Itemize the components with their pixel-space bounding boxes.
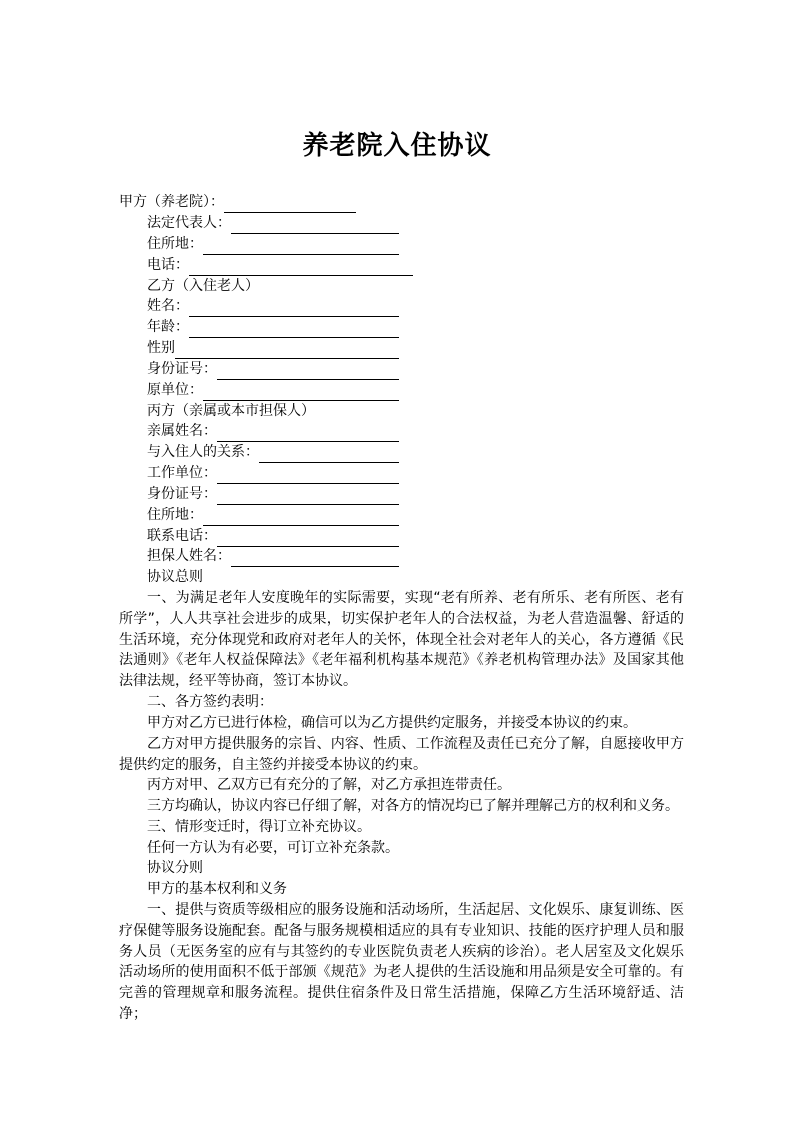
party-b-employer-line <box>147 380 399 401</box>
workplace-label: 工作单位： <box>147 465 217 481</box>
party-a-blank[interactable] <box>224 194 356 213</box>
party-a-address-label: 住所地： <box>147 236 203 252</box>
party-a-rights-heading: 甲方的基本权利和义务 <box>147 881 287 897</box>
contact-phone-label: 联系电话： <box>147 528 217 544</box>
party-b-id-line <box>147 359 399 380</box>
relative-name-line <box>147 421 399 442</box>
general-clause-3: 三、情形变迁时，得订立补充协议。 <box>147 819 371 835</box>
specific-heading: 协议分则 <box>147 860 203 876</box>
party-b-employer-label: 原单位： <box>147 382 203 398</box>
document-title: 养老院入住协议 <box>302 131 492 161</box>
relative-name-blank[interactable] <box>217 423 399 442</box>
party-b-id-label: 身份证号： <box>147 361 217 377</box>
party-a-phone-label: 电话： <box>147 257 189 273</box>
party-b-name-label: 姓名： <box>147 298 189 314</box>
party-a-line <box>119 192 356 213</box>
guarantor-name-label: 担保人姓名： <box>147 548 231 564</box>
party-b-name-line <box>147 296 399 317</box>
legal-rep-label: 法定代表人： <box>147 215 231 231</box>
party-b-id-blank[interactable] <box>217 361 399 380</box>
relationship-label: 与入住人的关系： <box>147 444 259 460</box>
general-clause-2: 二、各方签约表明： <box>147 694 273 710</box>
party-c-id-label: 身份证号： <box>147 486 217 502</box>
party-b-name-blank[interactable] <box>189 298 399 317</box>
party-b-gender-line <box>147 338 399 359</box>
general-clause-2-c: 丙方对甲、乙双方已有充分的了解，对乙方承担连带责任。 <box>147 777 511 793</box>
workplace-line <box>147 463 399 484</box>
party-a-address-blank[interactable] <box>203 236 399 255</box>
party-b-age-blank[interactable] <box>189 319 399 338</box>
workplace-blank[interactable] <box>217 465 399 484</box>
general-heading: 协议总则 <box>147 569 203 585</box>
party-b-heading: 乙方（入住老人） <box>147 278 259 294</box>
party-b-gender-label: 性别 <box>147 340 175 356</box>
party-b-gender-blank[interactable] <box>175 340 399 359</box>
relationship-blank[interactable] <box>259 444 399 463</box>
contact-phone-blank[interactable] <box>217 528 399 547</box>
general-clause-1: 一、为满足老年人安度晚年的实际需要，实现“老有所养、老有所乐、老有所医、老有所学”，人人共享社会进步的成果，切实保护老年人的合法权益，为老人营造温馨、舒适的生活环境，充分体现党和政府对老年人的关怀，体现全社会对老年人的关心，各方遵循《民法通则》《老年人权益保障法》《老年福利机构基本规范》《养老机构管理办法》及国家其他法律法规，经平等协商，签订本协议。 <box>119 590 684 690</box>
general-clause-2-a: 甲方对乙方已进行体检，确信可以为乙方提供约定服务，并接受本协议的约束。 <box>147 715 637 731</box>
party-c-heading: 丙方（亲属或本市担保人） <box>147 403 315 419</box>
general-clause-3-a: 任何一方认为有必要，可订立补充条款。 <box>147 840 399 856</box>
party-a-phone-line <box>147 255 413 276</box>
relative-name-label: 亲属姓名： <box>147 423 217 439</box>
party-c-id-line <box>147 484 399 505</box>
legal-rep-blank[interactable] <box>231 215 399 234</box>
general-clause-2-d: 三方均确认，协议内容已仔细了解，对各方的情况均已了解并理解己方的权利和义务。 <box>147 798 679 814</box>
relationship-line <box>147 442 399 463</box>
legal-rep-line <box>147 213 399 234</box>
party-b-age-label: 年龄： <box>147 319 189 335</box>
party-c-address-label: 住所地： <box>147 507 203 523</box>
party-c-address-blank[interactable] <box>203 507 399 526</box>
guarantor-name-line <box>147 546 399 567</box>
guarantor-name-blank[interactable] <box>231 548 399 567</box>
specific-clause-1: 一、提供与资质等级相应的服务设施和活动场所，生活起居、文化娱乐、康复训练、医疗保健等服务设施配套。配备与服务规模相适应的具有专业知识、技能的医疗护理人员和服务人员（无医务室的应有与其签约的专业医院负责老人疾病的诊治）。老人居室及文化娱乐活动场所的使用面积不低于部颁《规范》为老人提供的生活设施和用品须是安全可靠的。有完善的管理规章和服务流程。提供住宿条件及日常生活措施，保障乙方生活环境舒适、洁净； <box>119 902 684 1022</box>
party-b-employer-blank[interactable] <box>203 382 399 401</box>
contact-phone-line <box>147 526 399 547</box>
party-b-age-line <box>147 317 399 338</box>
party-a-address-line <box>147 234 399 255</box>
general-clause-2-b: 乙方对甲方提供服务的宗旨、内容、性质、工作流程及责任已充分了解，自愿接收甲方提供约定的服务，自主签约并接受本协议的约束。 <box>119 736 684 773</box>
party-c-address-line <box>147 505 399 526</box>
party-c-id-blank[interactable] <box>217 486 399 505</box>
party-a-label: 甲方（养老院）： <box>119 194 224 210</box>
party-a-phone-blank[interactable] <box>189 257 413 276</box>
